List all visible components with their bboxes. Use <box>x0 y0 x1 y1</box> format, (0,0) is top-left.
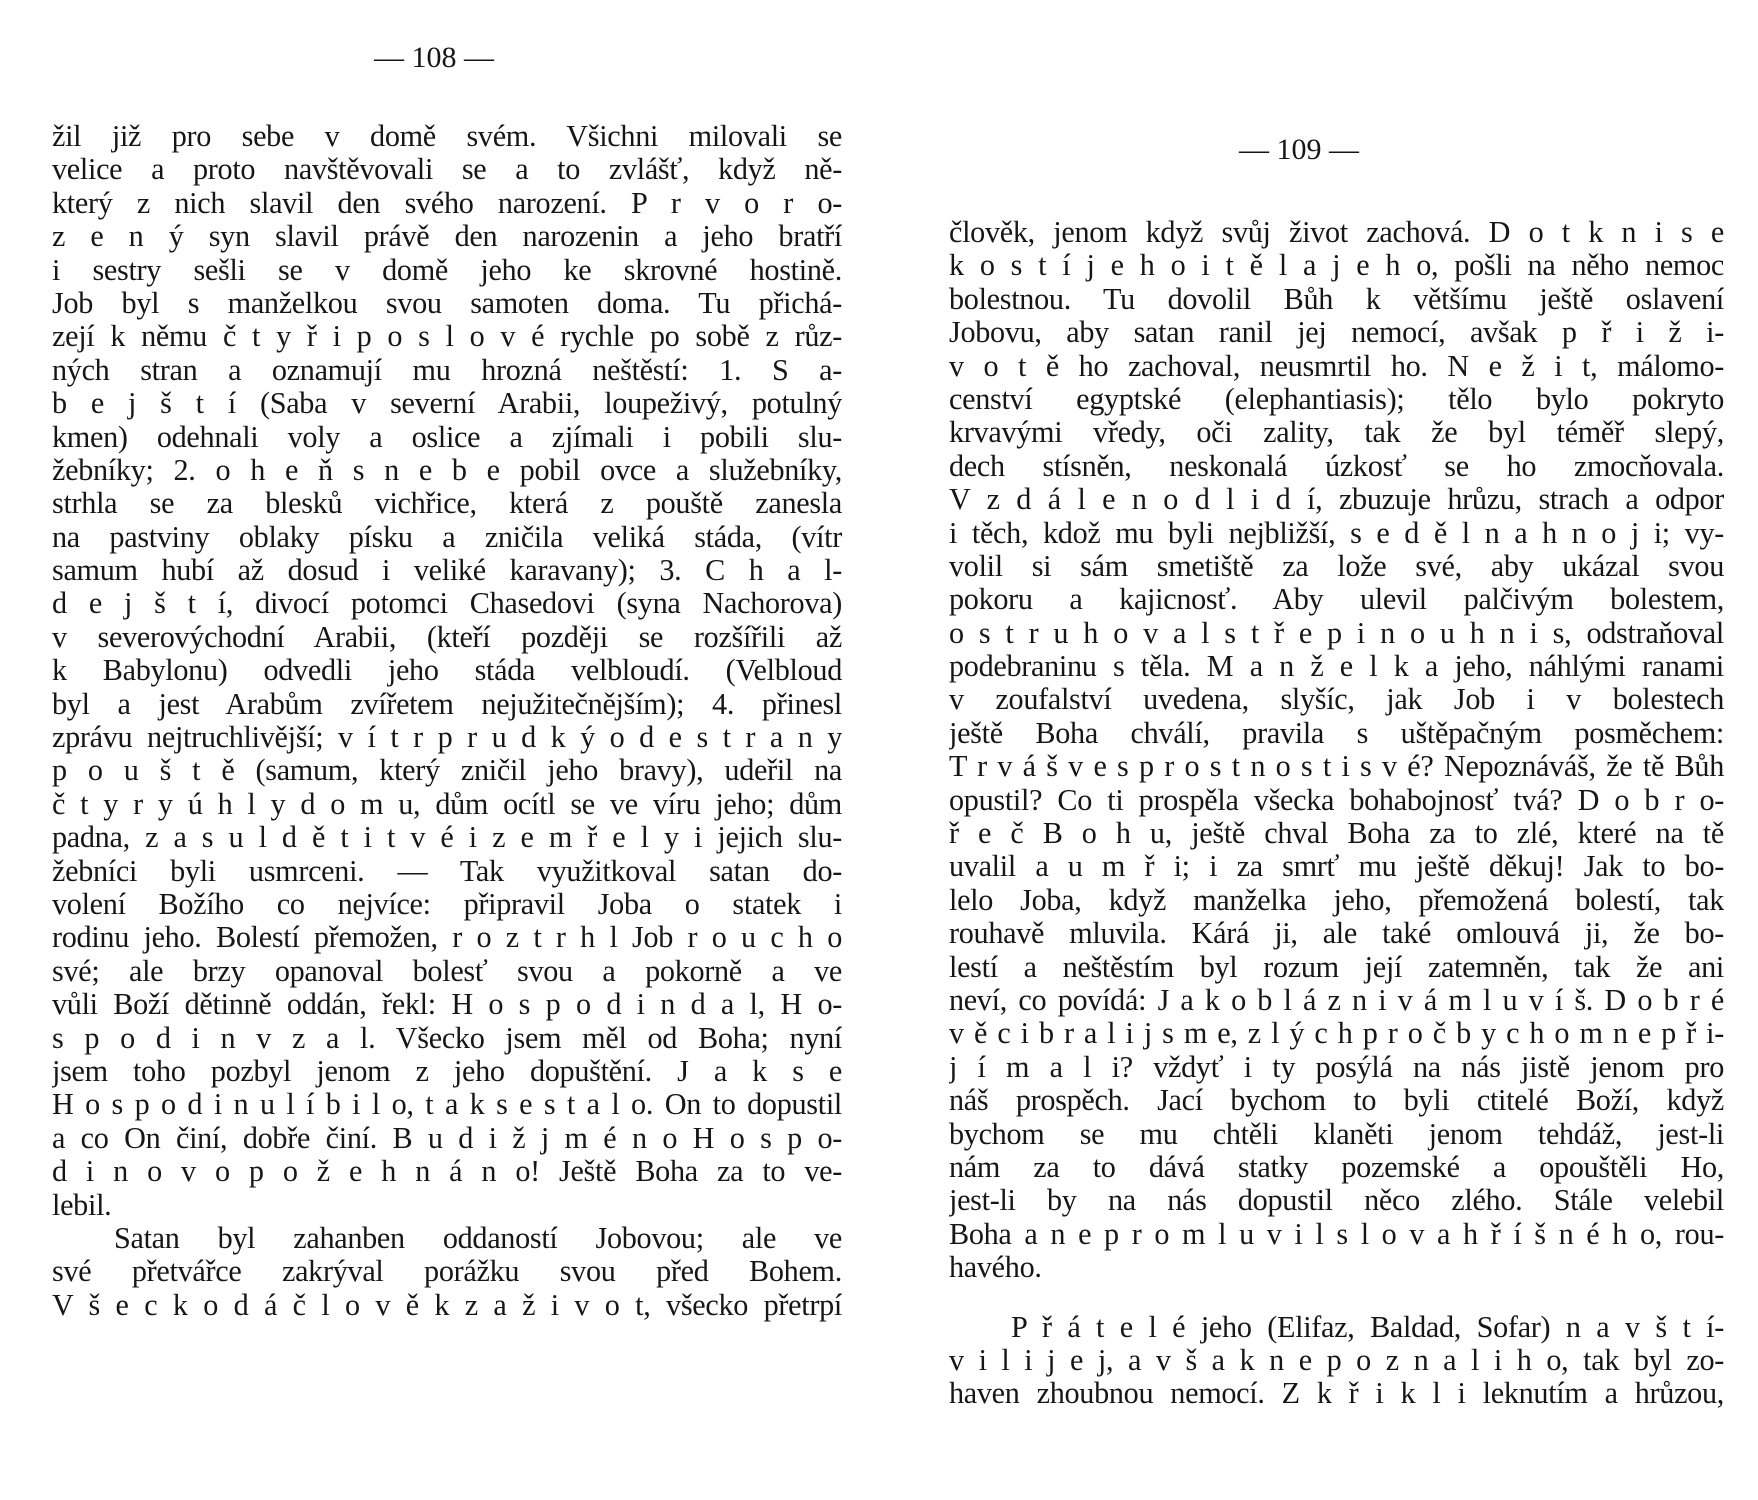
text-line: V z d á l e n o d l i d í, zbuzuje hrůzu, strach a odpor <box>949 483 1724 517</box>
text-line: v i l i j e j, a v š a k n e p o z n a l i h o, tak byl zo- <box>949 1343 1724 1377</box>
text-line: zprávu nejtruchlivější; v í t r p r u d k ý o d e s t r a n y <box>52 721 842 755</box>
text-line: neví, co povídá: J a k o b l á z n i v á m l u v í š. D o b r é <box>949 983 1724 1017</box>
text-line: j í m a l i? vždyť i ty posýlá na nás jistě jenom pro <box>949 1050 1724 1084</box>
text-line: a co On činí, dobře činí. B u d i ž j m é n o H o s p o- <box>52 1121 842 1155</box>
text-line: volil si sám smetiště za lože své, aby ukázal svou <box>949 549 1724 583</box>
text-line: V š e c k o d á č l o v ě k z a ž i v o t, všecko přetrpí <box>52 1288 842 1322</box>
text-line: o s t r u h o v a l s t ř e p i n o u h n i s, odstraňoval <box>949 616 1724 650</box>
text-line: na pastviny oblaky písku a zničila veliká stáda, (vítr <box>52 520 842 554</box>
text-line: opustil? Co ti prospěla všecka bohabojnosť tvá? D o b r o- <box>949 783 1724 817</box>
text-line: d i n o v o p o ž e h n á n o! Ještě Boha za to ve- <box>52 1155 842 1189</box>
text-line: Jobovu, aby satan ranil jej nemocí, avšak p ř i ž i- <box>949 316 1724 350</box>
text-line: T r v á š v e s p r o s t n o s t i s v é? Nepoznáváš, že tě Bůh <box>949 750 1724 784</box>
text-line: Satan byl zahanben oddaností Jobovou; ale ve <box>114 1221 842 1255</box>
text-line: v zoufalství uvedena, slyšíc, jak Job i v bolestech <box>949 683 1724 717</box>
text-line: volení Božího co nejvíce: připravil Joba o statek i <box>52 887 842 921</box>
text-line: Boha a n e p r o m l u v i l s l o v a h ř í š n é h o, rou- <box>949 1217 1724 1251</box>
text-line: žebníky; 2. o h e ň s n e b e pobil ovce a služebníky, <box>52 453 842 487</box>
text-line: v o t ě ho zachoval, neusmrtil ho. N e ž i t, málomo- <box>949 349 1724 383</box>
text-line: k o s t í j e h o i t ě l a j e h o, pošli na něho nemoc <box>949 249 1724 283</box>
text-line: byl a jest Arabům zvířetem nejužitečnějším); 4. přinesl <box>52 687 842 721</box>
text-line: d e j š t í, divocí potomci Chasedovi (syna Nachorova) <box>52 587 842 621</box>
text-line: jest-li by na nás dopustil něco zlého. Stále velebil <box>949 1184 1724 1218</box>
text-line: rodinu jeho. Bolestí přemožen, r o z t r h l Job r o u c h o <box>52 921 842 955</box>
text-line: své; ale brzy opanoval bolesť svou a pokorně a ve <box>52 954 842 988</box>
text-line: i sestry sešli se v domě jeho ke skrovné hostině. <box>52 253 842 287</box>
text-line: lelo Joba, když manželka jeho, přemožená bolestí, tak <box>949 883 1724 917</box>
text-line: k Babylonu) odvedli jeho stáda velbloudí. (Velbloud <box>52 654 842 688</box>
page-number-right: — 109 — <box>1239 133 1359 166</box>
text-line: své přetvářce zakrýval porážku svou před Bohem. <box>52 1255 842 1289</box>
text-line: s p o d i n v z a l. Všecko jsem měl od Boha; nyní <box>52 1021 842 1055</box>
text-line: cenství egyptské (elephantiasis); tělo bylo pokryto <box>949 382 1724 416</box>
text-line: ještě Boha chválí, pravila s uštěpačným posměchem: <box>949 716 1724 750</box>
text-line: velice a proto navštěvovali se a to zvlášť, když ně- <box>52 153 842 187</box>
page-number-left: — 108 — <box>374 41 494 74</box>
text-line: v ě c i b r a l i j s m e, z l ý c h p r o č b y c h o m n e p ř i- <box>949 1017 1724 1051</box>
text-line: Job byl s manželkou svou samoten doma. Tu přichá- <box>52 286 842 320</box>
text-line: H o s p o d i n u l í b i l o, t a k s e s t a l o. On to dopustil <box>52 1088 842 1122</box>
text-line: bolestnou. Tu dovolil Bůh k většímu ještě oslavení <box>949 282 1724 316</box>
text-line: uvalil a u m ř i; i za smrť mu ještě děkuj! Jak to bo- <box>949 850 1724 884</box>
text-line: ř e č B o h u, ještě chval Boha za to zlé, které na tě <box>949 817 1724 851</box>
left-page-text <box>52 120 842 1322</box>
text-line: vůli Boží dětinně oddán, řekl: H o s p o d i n d a l, H o- <box>52 988 842 1022</box>
text-line: rouhavě mluvila. Kárá ji, ale také omlouvá ji, že bo- <box>949 917 1724 951</box>
text-line: zejí k němu č t y ř i p o s l o v é rychle po sobě z růz- <box>52 320 842 354</box>
text-line: dech stísněn, neskonalá úzkosť se ho zmocňovala. <box>949 449 1724 483</box>
text-line: padna, z a s u l d ě t i t v é i z e m ř e l y i jejich slu- <box>52 821 842 855</box>
text-line: krvavými vředy, oči zality, tak že byl téměř slepý, <box>949 416 1724 450</box>
text-line: haven zhoubnou nemocí. Z k ř i k l i leknutím a hrůzou, <box>949 1377 1724 1411</box>
text-line: v severovýchodní Arabii, (kteří později se rozšířili až <box>52 620 842 654</box>
text-line: žil již pro sebe v domě svém. Všichni milovali se <box>52 120 842 153</box>
text-line: b e j š t í (Saba v severní Arabii, loupeživý, potulný <box>52 387 842 421</box>
text-line: samum hubí až dosud i veliké karavany); 3. C h a l- <box>52 554 842 588</box>
right-page-text <box>949 216 1724 1411</box>
text-line: podebraninu s těla. M a n ž e l k a jeho, náhlými ranami <box>949 650 1724 684</box>
text-line: ných stran a oznamují mu hrozná neštěstí: 1. S a- <box>52 353 842 387</box>
text-line: člověk, jenom když svůj život zachová. D o t k n i s e <box>949 216 1724 249</box>
text-line: i těch, kdož mu byli nejbližší, s e d ě l n a h n o j i; vy- <box>949 516 1724 550</box>
text-line: náš prospěch. Jací bychom to byli ctitelé Boží, když <box>949 1084 1724 1118</box>
text-line: lestí a neštěstím byl rozum její zatemněn, tak že ani <box>949 950 1724 984</box>
text-line: č t y r y ú h l y d o m u, dům ocítl se ve víru jeho; dům <box>52 787 842 821</box>
text-line: kmen) odehnali voly a oslice a zjímali i pobili slu- <box>52 420 842 454</box>
text-line: strhla se za blesků vichřice, která z pouště zanesla <box>52 487 842 521</box>
text-line: žebníci byli usmrceni. — Tak využitkoval satan do- <box>52 854 842 888</box>
text-line: jsem toho pozbyl jenom z jeho dopuštění. J a k s e <box>52 1054 842 1088</box>
paragraph-gap <box>949 1285 1724 1311</box>
text-line: havého. <box>949 1251 1042 1285</box>
text-line: z e n ý syn slavil právě den narozenin a jeho bratří <box>52 220 842 254</box>
text-line: P ř á t e l é jeho (Elifaz, Baldad, Sofar) n a v š t í- <box>1011 1310 1724 1344</box>
text-line: bychom se mu chtěli klaněti jenom tehdáž, jest-li <box>949 1117 1724 1151</box>
text-line: pokoru a kajicnosť. Aby ulevil palčivým bolestem, <box>949 583 1724 617</box>
text-line: p o u š t ě (samum, který zničil jeho bravy), udeřil na <box>52 754 842 788</box>
text-line: nám za to dává statky pozemské a opouštěli Ho, <box>949 1150 1724 1184</box>
text-line: který z nich slavil den svého narození. P r v o r o- <box>52 186 842 220</box>
text-line: lebil. <box>52 1188 112 1222</box>
